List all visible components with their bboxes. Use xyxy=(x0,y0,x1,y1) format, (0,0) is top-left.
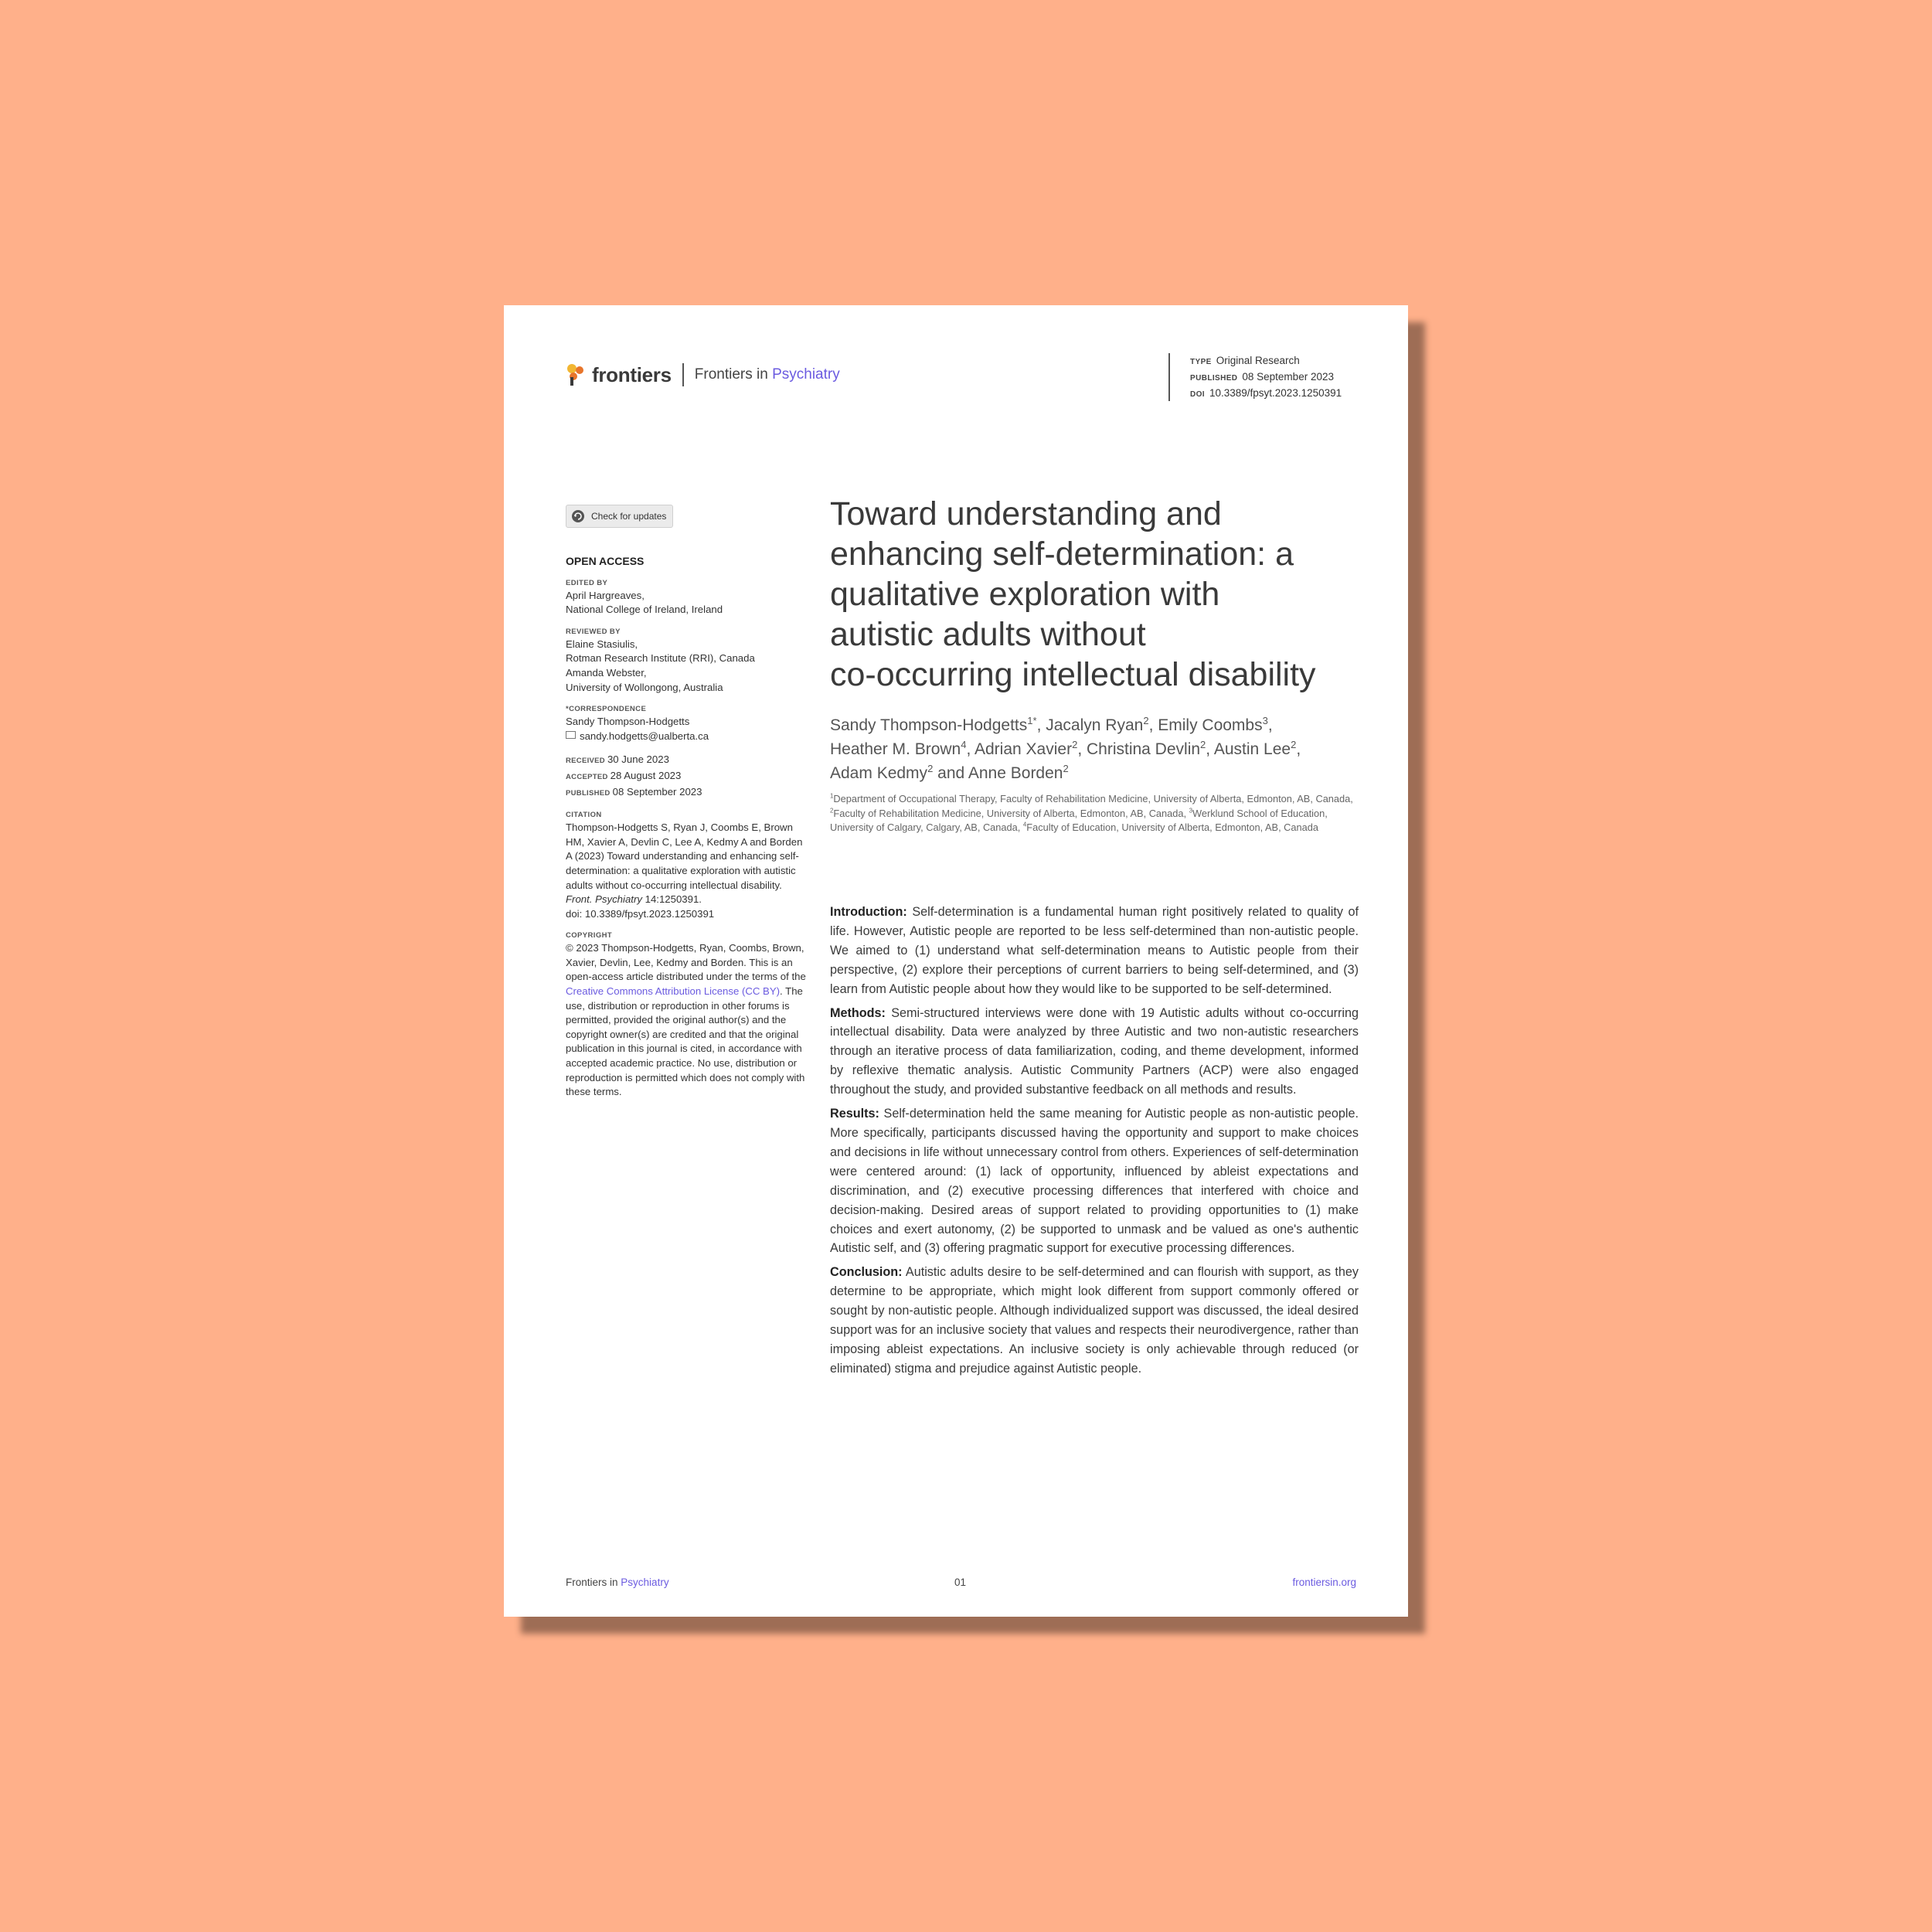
editor-affiliation: National College of Ireland, Ireland xyxy=(566,604,723,616)
footer-journal: Frontiers in Psychiatry xyxy=(566,1577,669,1588)
reviewer-name: Amanda Webster, xyxy=(566,666,647,679)
author[interactable]: Christina Devlin$^2$ xyxy=(1086,739,1206,758)
article-meta xyxy=(1168,353,1342,401)
logo-word: frontiers xyxy=(592,362,672,386)
journal-prefix: Frontiers in xyxy=(694,366,768,383)
reviewer-affiliation: University of Wollongong, Australia xyxy=(566,681,723,693)
reviewer-name: Elaine Stasiulis, xyxy=(566,638,638,650)
author-list: Sandy Thompson-Hodgetts$^{1*}$, Jacalyn Ryan$^2$, Emily Coombs$^3$, Heather M. Brown$^4$, Adrian Xavier$^2$, Christina Devlin$^2$, Austin Lee$^2$, Adam Kedmy$^2$ and Anne Borden$^2$ xyxy=(830,715,1301,782)
date-received: RECEIVED 30 June 2023 xyxy=(566,753,669,766)
meta-type: TYPE Original Research xyxy=(1190,355,1300,366)
meta-doi[interactable]: DOI 10.3389/fpsyt.2023.1250391 xyxy=(1190,387,1342,399)
citation-doi[interactable]: doi: 10.3389/fpsyt.2023.1250391 xyxy=(566,907,715,920)
correspondence-email: sandy.hodgetts@ualberta.ca xyxy=(580,730,709,742)
author[interactable]: Emily Coombs$^3$ xyxy=(1158,715,1268,734)
journal-title: Psychiatry xyxy=(772,366,840,383)
frontiers-logo[interactable] xyxy=(566,359,840,390)
date-accepted: ACCEPTED 28 August 2023 xyxy=(566,769,682,781)
license-link[interactable]: Creative Commons Attribution License (CC BY) xyxy=(566,985,781,998)
edited-by-label: EDITED BY xyxy=(566,578,608,587)
citation-journal-row xyxy=(566,893,810,907)
author[interactable]: Anne Borden$^2$ xyxy=(968,763,1069,782)
mail-icon xyxy=(566,731,576,739)
paper-page xyxy=(504,305,1408,1617)
citation-journal: Front. Psychiatry xyxy=(566,893,642,906)
abstract-results: Results: Self-determination held the same meaning for Autistic people as non-autistic people. More specifically, participants discussed having the opportunity and support to make choices and decisions in life without unnecessary control from others. Experiences of self-determination were centered around: (1) lack of opportunity, influenced by ableist expectations and discrimination, and (2) executive processing differences that interfered with choice and decision-making. Desired areas of support related to providing opportunities to (1) make choices and exert autonomy, (2) be supported to unmask and be valued as one's authentic Autistic self, and (3) offering pragmatic support for executive processing differences. xyxy=(830,1107,1359,1256)
affiliations: $^1$Department of Occupational Therapy, Faculty of Rehabilitation Medicine, University of Alberta, Edmonton, AB, Canada, $^2$Faculty of Rehabilitation Medicine, University of Alberta, Edmonton, AB, Canada, $^3$Werklund School of Education, University of Calgary, Calgary, AB, Canada, $^4$Faculty of Education, University of Alberta, Edmonton, AB, Canada xyxy=(830,792,1353,833)
abstract-introduction: Introduction: Self-determination is a fundamental human right positively related to quality of life. However, Autistic people are reported to be less self-determined than non-autistic people. We aimed to (1) understand what self-determination means to Autistic people from their perspective, (2) explore their perceptions of current barriers to being self-determined, and (3) learn from Autistic people about how they would like to be supported to be self-determined. xyxy=(830,905,1359,996)
citation-text: Thompson-Hodgetts S, Ryan J, Coombs E, Brown HM, Xavier A, Devlin C, Lee A, Kedmy A and Borden A (2023) Toward understanding and enhancing self-determination: a qualitative exploration with autistic adults without co-occurring intellectual disability. xyxy=(566,821,803,891)
editor-name: April Hargreaves, xyxy=(566,589,645,601)
abstract xyxy=(830,903,1359,1383)
check-updates-button[interactable] xyxy=(566,505,673,528)
frontiers-logo-icon xyxy=(566,363,586,386)
open-access-label: OPEN ACCESS xyxy=(566,555,645,567)
reviewed-by-label: REVIEWED BY xyxy=(566,627,621,636)
citation-label: CITATION xyxy=(566,811,602,820)
dates-block xyxy=(566,753,810,801)
correspondence-email-row[interactable] xyxy=(566,730,810,744)
logo-separator xyxy=(682,363,684,386)
date-published: PUBLISHED 08 September 2023 xyxy=(566,785,702,798)
citation-volume: 14:1250391. xyxy=(645,893,702,906)
correspondence-name: Sandy Thompson-Hodgetts xyxy=(566,716,690,728)
author[interactable]: Jacalyn Ryan$^2$ xyxy=(1046,715,1149,734)
refresh-icon xyxy=(571,509,585,523)
abstract-conclusion: Conclusion: Autistic adults desire to be self-determined and can flourish with support, as they determine to be appropriate, which might look different from support commonly offered or sought by non-autistic people. Although individualized support was discussed, the ideal desired support was for an inclusive society that values and respects their neurodivergence, rather than imposing ableist expectations. An inclusive society is only achievable through reduced (or eliminated) stigma and prejudice against Autistic people. xyxy=(830,1265,1359,1376)
article-title: Toward understanding and enhancing self-determination: a qualitative exploration with autistic adults without co-occurring intellectual disability xyxy=(830,495,1316,693)
author[interactable]: Adam Kedmy$^2$ xyxy=(830,763,934,782)
author[interactable]: Heather M. Brown$^4$ xyxy=(830,739,967,758)
copyright-label: COPYRIGHT xyxy=(566,931,613,940)
author[interactable]: Sandy Thompson-Hodgetts$^{1*}$ xyxy=(830,715,1037,734)
sidebar xyxy=(566,505,810,1100)
reviewer-affiliation: Rotman Research Institute (RRI), Canada xyxy=(566,652,755,665)
footer-site-link[interactable]: frontiersin.org xyxy=(1292,1577,1356,1588)
page-number: 01 xyxy=(954,1577,967,1588)
abstract-methods: Methods: Semi-structured interviews were done with 19 Autistic adults without co-occurring intellectual disability. Data were analyzed by three Autistic and two non-autistic researchers through an iterative process of data familiarization, coding, and theme development, informed by reflexive thematic analysis. Autistic Community Partners (ACP) were also engaged throughout the study, and provided substantive feedback on all methods and results. xyxy=(830,1005,1359,1097)
meta-published: PUBLISHED 08 September 2023 xyxy=(1190,371,1334,383)
journal-name xyxy=(695,366,840,383)
correspondence-label: *CORRESPONDENCE xyxy=(566,705,647,714)
author[interactable]: Austin Lee$^2$ xyxy=(1213,739,1297,758)
author[interactable]: Adrian Xavier$^2$ xyxy=(975,739,1078,758)
copyright-text: © 2023 Thompson-Hodgetts, Ryan, Coombs, Brown, Xavier, Devlin, Lee, Kedmy and Borden. This is an open-access article distributed under the terms of the Creative Commons Attribution License (CC BY). The use, distribution or reproduction in other forums is permitted, provided the original author(s) and the copyright owner(s) are credited and that the original publication in this journal is cited, in accordance with accepted academic practice. No use, distribution or reproduction is permitted which does not comply with these terms. xyxy=(566,942,806,1098)
check-updates-label: Check for updates xyxy=(591,510,667,522)
